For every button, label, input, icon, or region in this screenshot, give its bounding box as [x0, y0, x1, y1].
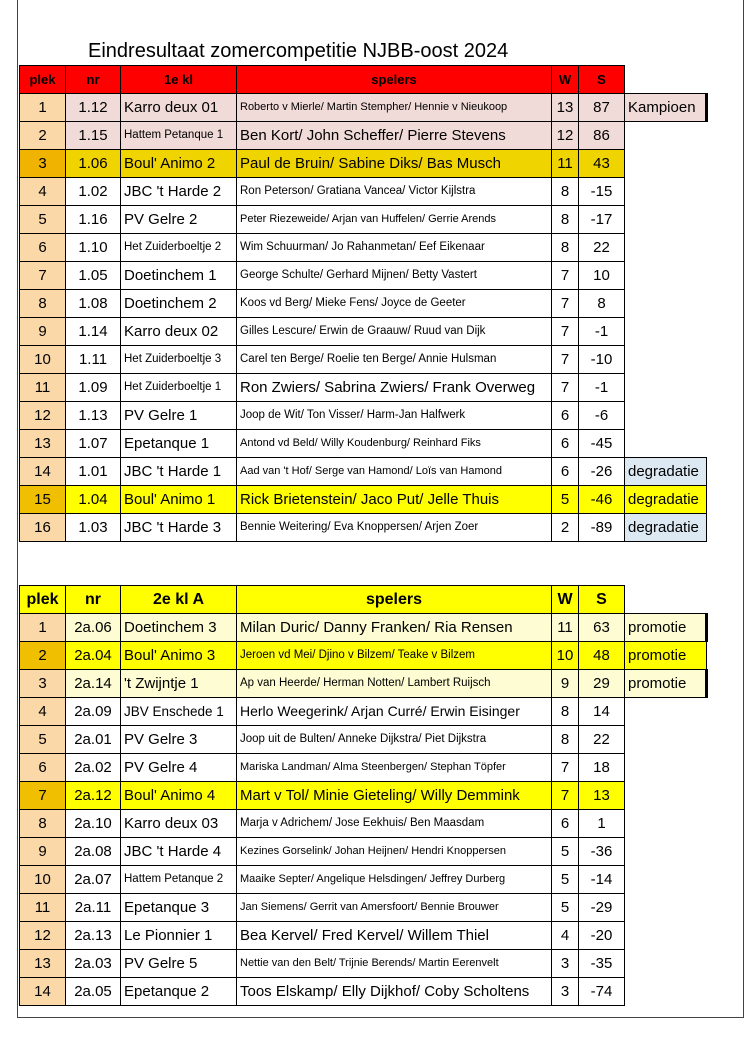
plek-cell: 1	[20, 614, 66, 642]
w-cell: 5	[552, 486, 579, 514]
table-row	[20, 346, 707, 374]
w-cell: 12	[552, 122, 579, 150]
w-cell: 7	[552, 290, 579, 318]
note-cell	[625, 122, 707, 150]
w-cell: 7	[552, 346, 579, 374]
w-cell: 8	[552, 206, 579, 234]
table-row	[20, 866, 707, 894]
spelers-cell: Jan Siemens/ Gerrit van Amersfoort/ Bennie Brouwer	[237, 894, 552, 922]
w-cell: 8	[552, 698, 579, 726]
spelers-cell: Joop de Wit/ Ton Visser/ Harm-Jan Halfwerk	[237, 402, 552, 430]
team-cell: Karro deux 01	[121, 94, 237, 122]
plek-cell: 5	[20, 206, 66, 234]
team-cell: PV Gelre 3	[121, 726, 237, 754]
note-cell	[625, 698, 707, 726]
table-row	[20, 486, 707, 514]
header-s: S	[579, 586, 625, 614]
w-cell: 8	[552, 178, 579, 206]
nr-cell: 1.10	[66, 234, 121, 262]
note-cell	[625, 922, 707, 950]
header-plek: plek	[20, 586, 66, 614]
nr-cell: 2a.14	[66, 670, 121, 698]
s-cell: 1	[579, 810, 625, 838]
table-row	[20, 234, 707, 262]
spelers-cell: Bennie Weitering/ Eva Knoppersen/ Arjen Zoer	[237, 514, 552, 542]
nr-cell: 2a.02	[66, 754, 121, 782]
spelers-cell: Ap van Heerde/ Herman Notten/ Lambert Ruijsch	[237, 670, 552, 698]
results-table-2e-klasse-a	[19, 585, 708, 1006]
plek-cell: 11	[20, 374, 66, 402]
header-w: W	[552, 66, 579, 94]
table-header-row	[20, 586, 707, 614]
team-cell: JBC 't Harde 3	[121, 514, 237, 542]
header-s: S	[579, 66, 625, 94]
spelers-cell: Milan Duric/ Danny Franken/ Ria Rensen	[237, 614, 552, 642]
table-header-row	[20, 66, 707, 94]
team-cell: JBC 't Harde 4	[121, 838, 237, 866]
note-cell	[625, 374, 707, 402]
table-row	[20, 810, 707, 838]
nr-cell: 1.02	[66, 178, 121, 206]
note-cell	[625, 726, 707, 754]
team-cell: Het Zuiderboeltje 1	[121, 374, 237, 402]
w-cell: 8	[552, 234, 579, 262]
w-cell: 5	[552, 866, 579, 894]
note-cell: Kampioen	[625, 94, 707, 122]
w-cell: 11	[552, 614, 579, 642]
table-row	[20, 122, 707, 150]
s-cell: 18	[579, 754, 625, 782]
w-cell: 7	[552, 754, 579, 782]
nr-cell: 1.16	[66, 206, 121, 234]
team-cell: Karro deux 03	[121, 810, 237, 838]
plek-cell: 6	[20, 234, 66, 262]
nr-cell: 2a.05	[66, 978, 121, 1006]
plek-cell: 8	[20, 810, 66, 838]
promotie-note: promotie	[625, 642, 707, 670]
w-cell: 6	[552, 402, 579, 430]
spelers-cell: Paul de Bruin/ Sabine Diks/ Bas Musch	[237, 150, 552, 178]
w-cell: 7	[552, 318, 579, 346]
spelers-cell: Mariska Landman/ Alma Steenbergen/ Stephan Töpfer	[237, 754, 552, 782]
promotie-note: promotie	[625, 670, 707, 698]
table-row	[20, 670, 707, 698]
w-cell: 11	[552, 150, 579, 178]
table-row	[20, 642, 707, 670]
s-cell: 87	[579, 94, 625, 122]
note-cell	[625, 290, 707, 318]
s-cell: 13	[579, 782, 625, 810]
plek-cell: 1	[20, 94, 66, 122]
table-row	[20, 458, 707, 486]
promotie-note: promotie	[625, 614, 707, 642]
nr-cell: 2a.01	[66, 726, 121, 754]
nr-cell: 2a.08	[66, 838, 121, 866]
table-row	[20, 754, 707, 782]
table-row	[20, 402, 707, 430]
w-cell: 7	[552, 374, 579, 402]
team-cell: Epetanque 3	[121, 894, 237, 922]
header-nr: nr	[66, 586, 121, 614]
team-cell: PV Gelre 5	[121, 950, 237, 978]
s-cell: -45	[579, 430, 625, 458]
nr-cell: 1.06	[66, 150, 121, 178]
note-cell	[625, 810, 707, 838]
team-cell: Epetanque 1	[121, 430, 237, 458]
plek-cell: 13	[20, 950, 66, 978]
table-row	[20, 374, 707, 402]
header-w: W	[552, 586, 579, 614]
table-row	[20, 318, 707, 346]
degradatie-note: degradatie	[625, 458, 707, 486]
nr-cell: 2a.13	[66, 922, 121, 950]
w-cell: 4	[552, 922, 579, 950]
w-cell: 6	[552, 458, 579, 486]
nr-cell: 1.09	[66, 374, 121, 402]
spelers-cell: George Schulte/ Gerhard Mijnen/ Betty Vastert	[237, 262, 552, 290]
w-cell: 6	[552, 810, 579, 838]
spelers-cell: Bea Kervel/ Fred Kervel/ Willem Thiel	[237, 922, 552, 950]
team-cell: Boul' Animo 4	[121, 782, 237, 810]
table-row	[20, 178, 707, 206]
s-cell: -74	[579, 978, 625, 1006]
note-cell	[625, 178, 707, 206]
plek-cell: 8	[20, 290, 66, 318]
table-row	[20, 978, 707, 1006]
s-cell: -6	[579, 402, 625, 430]
nr-cell: 1.07	[66, 430, 121, 458]
team-cell: Boul' Animo 3	[121, 642, 237, 670]
nr-cell: 1.08	[66, 290, 121, 318]
team-cell: Het Zuiderboeltje 2	[121, 234, 237, 262]
s-cell: 14	[579, 698, 625, 726]
note-cell	[625, 950, 707, 978]
team-cell: PV Gelre 1	[121, 402, 237, 430]
w-cell: 2	[552, 514, 579, 542]
spelers-cell: Herlo Weegerink/ Arjan Curré/ Erwin Eisinger	[237, 698, 552, 726]
s-cell: -15	[579, 178, 625, 206]
plek-cell: 2	[20, 122, 66, 150]
nr-cell: 2a.06	[66, 614, 121, 642]
team-cell: Karro deux 02	[121, 318, 237, 346]
s-cell: 86	[579, 122, 625, 150]
s-cell: -17	[579, 206, 625, 234]
spelers-cell: Kezines Gorselink/ Johan Heijnen/ Hendri Knoppersen	[237, 838, 552, 866]
note-cell	[625, 346, 707, 374]
note-cell	[625, 206, 707, 234]
page-title: Eindresultaat zomercompetitie NJBB-oost 2024	[88, 40, 509, 62]
table-row	[20, 614, 707, 642]
table-row	[20, 894, 707, 922]
header-note-spacer	[625, 66, 707, 94]
note-cell	[625, 318, 707, 346]
spelers-cell: Marja v Adrichem/ Jose Eekhuis/ Ben Maasdam	[237, 810, 552, 838]
table-row	[20, 290, 707, 318]
spelers-cell: Mart v Tol/ Minie Gieteling/ Willy Demmink	[237, 782, 552, 810]
plek-cell: 11	[20, 894, 66, 922]
spelers-cell: Nettie van den Belt/ Trijnie Berends/ Martin Eerenvelt	[237, 950, 552, 978]
nr-cell: 2a.10	[66, 810, 121, 838]
header-spelers: spelers	[237, 66, 552, 94]
header-note-spacer	[625, 586, 707, 614]
note-cell	[625, 782, 707, 810]
s-cell: 22	[579, 726, 625, 754]
degradatie-note: degradatie	[625, 514, 707, 542]
team-cell: Le Pionnier 1	[121, 922, 237, 950]
plek-cell: 12	[20, 922, 66, 950]
w-cell: 5	[552, 838, 579, 866]
spelers-cell: Roberto v Mierle/ Martin Stempher/ Hennie v Nieukoop	[237, 94, 552, 122]
team-cell: Boul' Animo 1	[121, 486, 237, 514]
s-cell: -26	[579, 458, 625, 486]
team-cell: 't Zwijntje 1	[121, 670, 237, 698]
note-cell	[625, 866, 707, 894]
nr-cell: 1.13	[66, 402, 121, 430]
plek-cell: 3	[20, 150, 66, 178]
spelers-cell: Peter Riezeweide/ Arjan van Huffelen/ Gerrie Arends	[237, 206, 552, 234]
w-cell: 6	[552, 430, 579, 458]
team-cell: PV Gelre 4	[121, 754, 237, 782]
table-row	[20, 698, 707, 726]
team-cell: JBC 't Harde 2	[121, 178, 237, 206]
nr-cell: 1.03	[66, 514, 121, 542]
team-cell: Doetinchem 1	[121, 262, 237, 290]
spelers-cell: Aad van 't Hof/ Serge van Hamond/ Loïs van Hamond	[237, 458, 552, 486]
nr-cell: 1.14	[66, 318, 121, 346]
plek-cell: 12	[20, 402, 66, 430]
nr-cell: 1.04	[66, 486, 121, 514]
spelers-cell: Ben Kort/ John Scheffer/ Pierre Stevens	[237, 122, 552, 150]
header-team: 2e kl A	[121, 586, 237, 614]
spelers-cell: Joop uit de Bulten/ Anneke Dijkstra/ Piet Dijkstra	[237, 726, 552, 754]
nr-cell: 1.01	[66, 458, 121, 486]
results-table-1e-klasse	[19, 65, 708, 542]
team-cell: JBC 't Harde 1	[121, 458, 237, 486]
note-cell	[625, 838, 707, 866]
w-cell: 5	[552, 894, 579, 922]
plek-cell: 10	[20, 346, 66, 374]
plek-cell: 10	[20, 866, 66, 894]
w-cell: 7	[552, 262, 579, 290]
plek-cell: 14	[20, 978, 66, 1006]
nr-cell: 1.15	[66, 122, 121, 150]
w-cell: 7	[552, 782, 579, 810]
s-cell: -20	[579, 922, 625, 950]
s-cell: -10	[579, 346, 625, 374]
spelers-cell: Jeroen vd Mei/ Djino v Bilzem/ Teake v Bilzem	[237, 642, 552, 670]
header-spelers: spelers	[237, 586, 552, 614]
table-row	[20, 838, 707, 866]
s-cell: 10	[579, 262, 625, 290]
plek-cell: 4	[20, 178, 66, 206]
s-cell: -29	[579, 894, 625, 922]
plek-cell: 15	[20, 486, 66, 514]
team-cell: Hattem Petanque 1	[121, 122, 237, 150]
s-cell: -36	[579, 838, 625, 866]
spelers-cell: Antond vd Beld/ Willy Koudenburg/ Reinhard Fiks	[237, 430, 552, 458]
table-row	[20, 922, 707, 950]
table-row	[20, 782, 707, 810]
s-cell: 8	[579, 290, 625, 318]
table-row	[20, 94, 707, 122]
note-cell	[625, 430, 707, 458]
nr-cell: 2a.12	[66, 782, 121, 810]
plek-cell: 7	[20, 262, 66, 290]
plek-cell: 3	[20, 670, 66, 698]
s-cell: -89	[579, 514, 625, 542]
spelers-cell: Ron Peterson/ Gratiana Vancea/ Victor Kijlstra	[237, 178, 552, 206]
spelers-cell: Rick Brietenstein/ Jaco Put/ Jelle Thuis	[237, 486, 552, 514]
note-cell	[625, 894, 707, 922]
plek-cell: 13	[20, 430, 66, 458]
plek-cell: 9	[20, 838, 66, 866]
header-nr: nr	[66, 66, 121, 94]
header-team: 1e kl	[121, 66, 237, 94]
note-cell	[625, 402, 707, 430]
team-cell: Doetinchem 2	[121, 290, 237, 318]
plek-cell: 5	[20, 726, 66, 754]
nr-cell: 2a.04	[66, 642, 121, 670]
header-plek: plek	[20, 66, 66, 94]
team-cell: Het Zuiderboeltje 3	[121, 346, 237, 374]
plek-cell: 6	[20, 754, 66, 782]
w-cell: 8	[552, 726, 579, 754]
table-row	[20, 206, 707, 234]
nr-cell: 2a.03	[66, 950, 121, 978]
team-cell: Boul' Animo 2	[121, 150, 237, 178]
s-cell: -46	[579, 486, 625, 514]
table-row	[20, 726, 707, 754]
team-cell: Epetanque 2	[121, 978, 237, 1006]
spelers-cell: Gilles Lescure/ Erwin de Graauw/ Ruud van Dijk	[237, 318, 552, 346]
plek-cell: 14	[20, 458, 66, 486]
team-cell: PV Gelre 2	[121, 206, 237, 234]
spelers-cell: Carel ten Berge/ Roelie ten Berge/ Annie Hulsman	[237, 346, 552, 374]
note-cell	[625, 754, 707, 782]
s-cell: 63	[579, 614, 625, 642]
nr-cell: 2a.07	[66, 866, 121, 894]
plek-cell: 4	[20, 698, 66, 726]
s-cell: 22	[579, 234, 625, 262]
s-cell: 43	[579, 150, 625, 178]
table-row	[20, 950, 707, 978]
note-cell	[625, 150, 707, 178]
nr-cell: 2a.09	[66, 698, 121, 726]
s-cell: -1	[579, 318, 625, 346]
spelers-cell: Toos Elskamp/ Elly Dijkhof/ Coby Scholtens	[237, 978, 552, 1006]
note-cell	[625, 262, 707, 290]
table-row	[20, 430, 707, 458]
team-cell: Hattem Petanque 2	[121, 866, 237, 894]
s-cell: -1	[579, 374, 625, 402]
nr-cell: 2a.11	[66, 894, 121, 922]
nr-cell: 1.05	[66, 262, 121, 290]
note-cell	[625, 978, 707, 1006]
team-cell: JBV Enschede 1	[121, 698, 237, 726]
spelers-cell: Ron Zwiers/ Sabrina Zwiers/ Frank Overweg	[237, 374, 552, 402]
plek-cell: 9	[20, 318, 66, 346]
plek-cell: 7	[20, 782, 66, 810]
nr-cell: 1.11	[66, 346, 121, 374]
spelers-cell: Maaike Septer/ Angelique Helsdingen/ Jeffrey Durberg	[237, 866, 552, 894]
table-row	[20, 150, 707, 178]
spelers-cell: Wim Schuurman/ Jo Rahanmetan/ Eef Eikenaar	[237, 234, 552, 262]
plek-cell: 2	[20, 642, 66, 670]
table-row	[20, 514, 707, 542]
degradatie-note: degradatie	[625, 486, 707, 514]
w-cell: 13	[552, 94, 579, 122]
s-cell: 48	[579, 642, 625, 670]
w-cell: 9	[552, 670, 579, 698]
team-cell: Doetinchem 3	[121, 614, 237, 642]
s-cell: -35	[579, 950, 625, 978]
note-cell	[625, 234, 707, 262]
spelers-cell: Koos vd Berg/ Mieke Fens/ Joyce de Geeter	[237, 290, 552, 318]
w-cell: 3	[552, 978, 579, 1006]
s-cell: 29	[579, 670, 625, 698]
w-cell: 3	[552, 950, 579, 978]
plek-cell: 16	[20, 514, 66, 542]
nr-cell: 1.12	[66, 94, 121, 122]
s-cell: -14	[579, 866, 625, 894]
w-cell: 10	[552, 642, 579, 670]
table-row	[20, 262, 707, 290]
